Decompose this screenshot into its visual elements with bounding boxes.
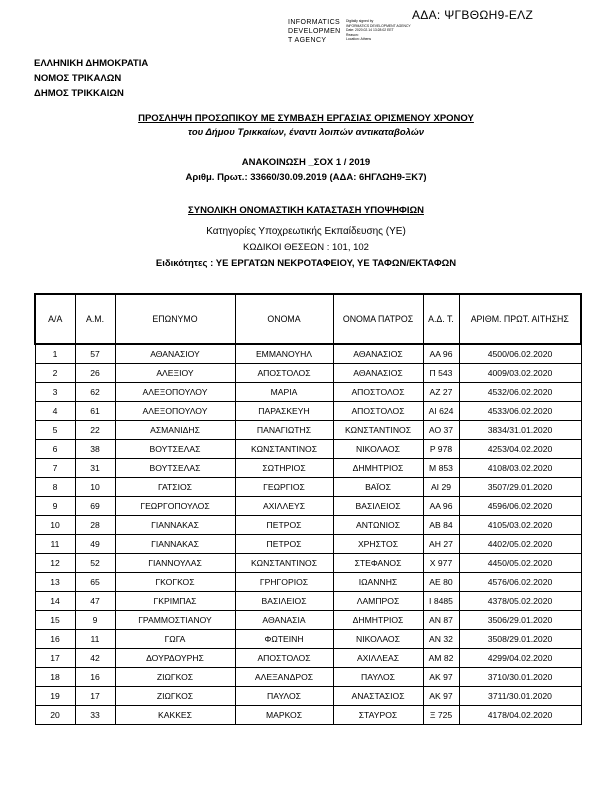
row-number-cell: 17 (35, 649, 75, 668)
id-card-cell: ΑΗ 27 (423, 535, 459, 554)
first-name-cell: ΣΩΤΗΡΙΟΣ (235, 459, 333, 478)
father-name-cell: ΑΠΟΣΤΟΛΟΣ (333, 383, 423, 402)
id-card-cell: Χ 977 (423, 554, 459, 573)
first-name-cell: ΠΕΤΡΟΣ (235, 535, 333, 554)
stamp-main-text: INFORMATICS DEVELOPMEN T AGENCY (288, 19, 341, 44)
application-number-cell: 4253/04.02.2020 (459, 440, 581, 459)
registry-number-cell: 22 (75, 421, 115, 440)
id-card-cell: ΑΙ 624 (423, 402, 459, 421)
surname-cell: ΖΙΩΓΚΟΣ (115, 687, 235, 706)
org-line: ΔΗΜΟΣ ΤΡΙΚΚΑΙΩΝ (34, 88, 124, 99)
registry-number-cell: 28 (75, 516, 115, 535)
row-number-cell: 3 (35, 383, 75, 402)
row-number-cell: 10 (35, 516, 75, 535)
registry-number-cell: 49 (75, 535, 115, 554)
application-number-cell: 4009/03.02.2020 (459, 364, 581, 383)
registry-number-cell: 10 (75, 478, 115, 497)
category-label: Κατηγορίες Υποχρεωτικής Εκπαίδευσης (ΥΕ) (206, 226, 406, 237)
father-name-cell: ΝΙΚΟΛΑΟΣ (333, 440, 423, 459)
father-name-cell: ΛΑΜΠΡΟΣ (333, 592, 423, 611)
first-name-cell: ΚΩΝΣΤΑΝΤΙΝΟΣ (235, 554, 333, 573)
column-header-am: Α.Μ. (75, 294, 115, 344)
application-number-cell: 4108/03.02.2020 (459, 459, 581, 478)
specialties-label: Ειδικότητες : ΥΕ ΕΡΓΑΤΩΝ ΝΕΚΡΟΤΑΦΕΙΟΥ, ΥΕ ΤΑΦΩΝ/ΕΚΤΑΦΩΝ (155, 258, 457, 269)
id-card-cell: ΑΖ 27 (423, 383, 459, 402)
first-name-cell: ΑΘΑΝΑΣΙΑ (235, 611, 333, 630)
row-number-cell: 16 (35, 630, 75, 649)
organization-header (34, 56, 148, 101)
table-row (35, 706, 581, 725)
id-card-cell: ΑΝ 32 (423, 630, 459, 649)
row-number-cell: 8 (35, 478, 75, 497)
ada-label: ΑΔΑ: ΨΓΒΘΩΗ9-ΕΛΖ (412, 8, 534, 22)
stamp-small-text: Digitally signed by INFORMATICS DEVELOPMENT AGENCY Date: 2020.02.14 13:28:02 EET Reason: Location: Athens (346, 19, 411, 42)
first-name-cell: ΓΕΩΡΓΙΟΣ (235, 478, 333, 497)
table-row (35, 649, 581, 668)
father-name-cell: ΙΩΑΝΝΗΣ (333, 573, 423, 592)
registry-number-cell: 16 (75, 668, 115, 687)
first-name-cell: ΒΑΣΙΛΕΙΟΣ (235, 592, 333, 611)
application-number-cell: 4299/04.02.2020 (459, 649, 581, 668)
application-number-cell: 3507/29.01.2020 (459, 478, 581, 497)
first-name-cell: ΠΕΤΡΟΣ (235, 516, 333, 535)
row-number-cell: 11 (35, 535, 75, 554)
application-number-cell: 4596/06.02.2020 (459, 497, 581, 516)
first-name-cell: ΜΑΡΚΟΣ (235, 706, 333, 725)
first-name-cell: ΠΑΥΛΟΣ (235, 687, 333, 706)
column-header-name: ΟΝΟΜΑ (235, 294, 333, 344)
column-header-aa: Α/Α (35, 294, 75, 344)
registry-number-cell: 69 (75, 497, 115, 516)
table-row (35, 630, 581, 649)
first-name-cell: ΓΡΗΓΟΡΙΟΣ (235, 573, 333, 592)
id-card-cell: ΑΚ 97 (423, 668, 459, 687)
application-number-cell: 3711/30.01.2020 (459, 687, 581, 706)
row-number-cell: 4 (35, 402, 75, 421)
row-number-cell: 6 (35, 440, 75, 459)
table-row (35, 516, 581, 535)
first-name-cell: ΦΩΤΕΙΝΗ (235, 630, 333, 649)
father-name-cell: ΝΙΚΟΛΑΟΣ (333, 630, 423, 649)
table-row (35, 383, 581, 402)
id-card-cell: ΑΑ 96 (423, 497, 459, 516)
id-card-cell: ΑΜ 82 (423, 649, 459, 668)
father-name-cell: ΒΑΣΙΛΕΙΟΣ (333, 497, 423, 516)
table-row (35, 687, 581, 706)
surname-cell: ΓΙΑΝΝΟΥΛΑΣ (115, 554, 235, 573)
row-number-cell: 20 (35, 706, 75, 725)
id-card-cell: ΑΟ 37 (423, 421, 459, 440)
application-number-cell: 3508/29.01.2020 (459, 630, 581, 649)
father-name-cell: ΑΠΟΣΤΟΛΟΣ (333, 402, 423, 421)
id-card-cell: ΑΝ 87 (423, 611, 459, 630)
application-number-cell: 4105/03.02.2020 (459, 516, 581, 535)
row-number-cell: 15 (35, 611, 75, 630)
column-header-application-number: ΑΡΙΘΜ. ΠΡΩΤ. ΑΙΤΗΣΗΣ (459, 294, 581, 344)
id-card-cell: Ι 8485 (423, 592, 459, 611)
registry-number-cell: 57 (75, 344, 115, 364)
table-row (35, 421, 581, 440)
surname-cell: ΚΑΚΚΕΣ (115, 706, 235, 725)
id-card-cell: ΑΙ 29 (423, 478, 459, 497)
registry-number-cell: 11 (75, 630, 115, 649)
id-card-cell: Μ 853 (423, 459, 459, 478)
column-header-father-name: ΟΝΟΜΑ ΠΑΤΡΟΣ (333, 294, 423, 344)
row-number-cell: 19 (35, 687, 75, 706)
table-row (35, 344, 581, 364)
registry-number-cell: 61 (75, 402, 115, 421)
surname-cell: ΔΟΥΡΔΟΥΡΗΣ (115, 649, 235, 668)
surname-cell: ΓΙΑΝΝΑΚΑΣ (115, 516, 235, 535)
surname-cell: ΑΛΕΞΙΟΥ (115, 364, 235, 383)
first-name-cell: ΑΠΟΣΤΟΛΟΣ (235, 364, 333, 383)
application-number-cell: 3834/31.01.2020 (459, 421, 581, 440)
registry-number-cell: 47 (75, 592, 115, 611)
table-row (35, 402, 581, 421)
document-subtitle: του Δήμου Τρικκαίων, έναντι λοιπών αντικαταβολών (187, 127, 425, 138)
surname-cell: ΓΙΑΝΝΑΚΑΣ (115, 535, 235, 554)
row-number-cell: 1 (35, 344, 75, 364)
id-card-cell: ΑΒ 84 (423, 516, 459, 535)
father-name-cell: ΣΤΕΦΑΝΟΣ (333, 554, 423, 573)
surname-cell: ΑΘΑΝΑΣΙΟΥ (115, 344, 235, 364)
row-number-cell: 12 (35, 554, 75, 573)
registry-number-cell: 9 (75, 611, 115, 630)
surname-cell: ΓΩΓΑ (115, 630, 235, 649)
first-name-cell: ΠΑΡΑΣΚΕΥΗ (235, 402, 333, 421)
org-line: ΕΛΛΗΝΙΚΗ ΔΗΜΟΚΡΑΤΙΑ (34, 58, 149, 69)
father-name-cell: ΑΝΑΣΤΑΣΙΟΣ (333, 687, 423, 706)
id-card-cell: ΑΕ 80 (423, 573, 459, 592)
father-name-cell: ΑΝΤΩΝΙΟΣ (333, 516, 423, 535)
table-row (35, 440, 581, 459)
application-number-cell: 4532/06.02.2020 (459, 383, 581, 402)
father-name-cell: ΠΑΥΛΟΣ (333, 668, 423, 687)
surname-cell: ΑΛΕΞΟΠΟΥΛΟΥ (115, 402, 235, 421)
surname-cell: ΑΛΕΞΟΠΟΥΛΟΥ (115, 383, 235, 402)
row-number-cell: 14 (35, 592, 75, 611)
table-row (35, 573, 581, 592)
application-number-cell: 3710/30.01.2020 (459, 668, 581, 687)
father-name-cell: ΔΗΜΗΤΡΙΟΣ (333, 459, 423, 478)
registry-number-cell: 17 (75, 687, 115, 706)
document-title: ΠΡΟΣΛΗΨΗ ΠΡΟΣΩΠΙΚΟΥ ΜΕ ΣΥΜΒΑΣΗ ΕΡΓΑΣΙΑΣ ΟΡΙΣΜΕΝΟΥ ΧΡΟΝΟΥ (138, 113, 474, 124)
registry-number-cell: 33 (75, 706, 115, 725)
announcement-number: ΑΝΑΚΟΙΝΩΣΗ _ΣΟΧ 1 / 2019 (241, 157, 371, 168)
column-header-id: Α.Δ. Τ. (423, 294, 459, 344)
father-name-cell: ΔΗΜΗΤΡΙΟΣ (333, 611, 423, 630)
table-row (35, 459, 581, 478)
application-number-cell: 3506/29.01.2020 (459, 611, 581, 630)
first-name-cell: ΕΜΜΑΝΟΥΗΛ (235, 344, 333, 364)
org-line: ΝΟΜΟΣ ΤΡΙΚΑΛΩΝ (34, 73, 122, 84)
registry-number-cell: 52 (75, 554, 115, 573)
table-row (35, 478, 581, 497)
surname-cell: ΓΕΩΡΓΟΠΟΥΛΟΣ (115, 497, 235, 516)
protocol-number: Αριθμ. Πρωτ.: 33660/30.09.2019 (ΑΔΑ: 6ΗΓΛΩΗ9-ΞΚ7) (185, 172, 427, 183)
row-number-cell: 5 (35, 421, 75, 440)
table-row (35, 611, 581, 630)
id-card-cell: Ρ 978 (423, 440, 459, 459)
row-number-cell: 7 (35, 459, 75, 478)
id-card-cell: ΑΑ 96 (423, 344, 459, 364)
application-number-cell: 4533/06.02.2020 (459, 402, 581, 421)
registry-number-cell: 65 (75, 573, 115, 592)
registry-number-cell: 26 (75, 364, 115, 383)
list-title: ΣΥΝΟΛΙΚΗ ΟΝΟΜΑΣΤΙΚΗ ΚΑΤΑΣΤΑΣΗ ΥΠΟΨΗΦΙΩΝ (188, 205, 424, 216)
registry-number-cell: 62 (75, 383, 115, 402)
row-number-cell: 18 (35, 668, 75, 687)
table-row (35, 592, 581, 611)
row-number-cell: 9 (35, 497, 75, 516)
surname-cell: ΓΚΡΙΜΠΑΣ (115, 592, 235, 611)
surname-cell: ΒΟΥΤΣΕΛΑΣ (115, 459, 235, 478)
signature-stamp (288, 18, 418, 60)
registry-number-cell: 31 (75, 459, 115, 478)
first-name-cell: ΚΩΝΣΤΑΝΤΙΝΟΣ (235, 440, 333, 459)
id-card-cell: ΑΚ 97 (423, 687, 459, 706)
column-header-surname: ΕΠΩΝΥΜΟ (115, 294, 235, 344)
first-name-cell: ΑΛΕΞΑΝΔΡΟΣ (235, 668, 333, 687)
table-row (35, 554, 581, 573)
application-number-cell: 4402/05.02.2020 (459, 535, 581, 554)
registry-number-cell: 38 (75, 440, 115, 459)
application-number-cell: 4576/06.02.2020 (459, 573, 581, 592)
father-name-cell: ΑΘΑΝΑΣΙΟΣ (333, 344, 423, 364)
first-name-cell: ΜΑΡΙΑ (235, 383, 333, 402)
application-number-cell: 4450/05.02.2020 (459, 554, 581, 573)
id-card-cell: Ξ 725 (423, 706, 459, 725)
first-name-cell: ΑΧΙΛΛΕΥΣ (235, 497, 333, 516)
table-row (35, 535, 581, 554)
father-name-cell: ΒΑΪΟΣ (333, 478, 423, 497)
row-number-cell: 13 (35, 573, 75, 592)
table-row (35, 364, 581, 383)
application-number-cell: 4500/06.02.2020 (459, 344, 581, 364)
first-name-cell: ΑΠΟΣΤΟΛΟΣ (235, 649, 333, 668)
row-number-cell: 2 (35, 364, 75, 383)
father-name-cell: ΑΧΙΛΛΕΑΣ (333, 649, 423, 668)
id-card-cell: Π 543 (423, 364, 459, 383)
application-number-cell: 4378/05.02.2020 (459, 592, 581, 611)
position-codes: ΚΩΔΙΚΟΙ ΘΕΣΕΩΝ : 101, 102 (243, 242, 369, 253)
surname-cell: ΓΑΤΣΙΟΣ (115, 478, 235, 497)
surname-cell: ΒΟΥΤΣΕΛΑΣ (115, 440, 235, 459)
first-name-cell: ΠΑΝΑΓΙΩΤΗΣ (235, 421, 333, 440)
surname-cell: ΓΡΑΜΜΟΣΤΙΑΝΟΥ (115, 611, 235, 630)
registry-number-cell: 42 (75, 649, 115, 668)
surname-cell: ΑΣΜΑΝΙΔΗΣ (115, 421, 235, 440)
father-name-cell: ΧΡΗΣΤΟΣ (333, 535, 423, 554)
surname-cell: ΖΙΩΓΚΟΣ (115, 668, 235, 687)
father-name-cell: ΣΤΑΥΡΟΣ (333, 706, 423, 725)
table-header-row (35, 294, 581, 344)
father-name-cell: ΑΘΑΝΑΣΙΟΣ (333, 364, 423, 383)
surname-cell: ΓΚΟΓΚΟΣ (115, 573, 235, 592)
table-row (35, 497, 581, 516)
application-number-cell: 4178/04.02.2020 (459, 706, 581, 725)
father-name-cell: ΚΩΝΣΤΑΝΤΙΝΟΣ (333, 421, 423, 440)
table-row (35, 668, 581, 687)
candidates-table (34, 293, 582, 725)
